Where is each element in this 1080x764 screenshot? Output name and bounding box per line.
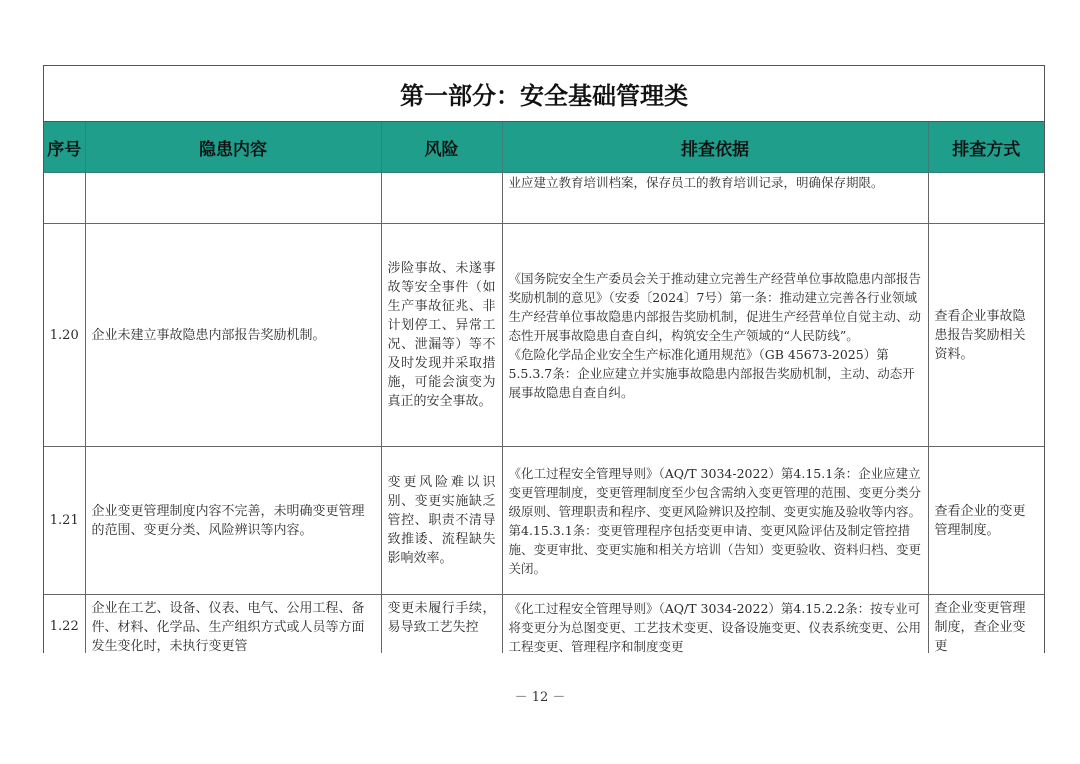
row-method bbox=[928, 173, 1044, 224]
row-basis bbox=[502, 447, 928, 595]
basis-paragraph: 第4.15.3.1条：变更管理程序包括变更申请、变更风险评估及制定管控措施、变更审批、变更实施和相关方培训（告知）变更验收、资料归档、变更关闭。 bbox=[508, 522, 922, 576]
row-method: 查看企业事故隐患报告奖励相关资料。 bbox=[928, 224, 1044, 447]
document-table-sheet bbox=[43, 65, 1045, 653]
table-row bbox=[44, 224, 1044, 447]
basis-paragraph: 业应建立教育培训档案，保存员工的教育培训记录，明确保存期限。 bbox=[508, 175, 884, 190]
page-number: － 12 － bbox=[514, 690, 566, 705]
row-number bbox=[44, 173, 85, 224]
row-content: 企业未建立事故隐患内部报告奖励机制。 bbox=[85, 224, 381, 447]
header-basis: 排查依据 bbox=[502, 122, 928, 173]
basis-paragraph: 《危险化学品企业安全生产标准化通用规范》（GB 45673-2025）第5.5.3.7条：企业应建立并实施事故隐患内部报告奖励机制，主动、动态开展事故隐患自查自纠。 bbox=[508, 346, 915, 400]
row-basis bbox=[502, 595, 928, 654]
row-basis bbox=[502, 173, 928, 224]
row-number: 1.20 bbox=[44, 224, 85, 447]
basis-paragraph: 《化工过程安全管理导则》（AQ/T 3034-2022）第4.15.1条：企业应建立变更管理制度，变更管理制度至少包含需纳入变更管理的范围、变更分类分级原则、管理职责和程序、变更风险辨识及控制、变更实施及验收等内容。 bbox=[508, 465, 922, 519]
row-content: 企业变更管理制度内容不完善，未明确变更管理的范围、变更分类、风险辨识等内容。 bbox=[85, 447, 381, 595]
row-number: 1.21 bbox=[44, 447, 85, 595]
header-method: 排查方式 bbox=[928, 122, 1044, 173]
table-header-row bbox=[44, 122, 1044, 173]
row-content: 企业在工艺、设备、仪表、电气、公用工程、备件、材料、化学品、生产组织方式或人员等方面发生变化时，未执行变更管 bbox=[85, 595, 381, 654]
table-row bbox=[44, 447, 1044, 595]
header-no: 序号 bbox=[44, 122, 85, 173]
row-risk: 变更未履行手续，易导致工艺失控 bbox=[381, 595, 502, 654]
table-row bbox=[44, 595, 1044, 654]
row-content bbox=[85, 173, 381, 224]
row-method: 查企业变更管理制度，查企业变更 bbox=[928, 595, 1044, 654]
section-title: 第一部分：安全基础管理类 bbox=[44, 66, 1044, 122]
table-row bbox=[44, 173, 1044, 224]
basis-paragraph: 《化工过程安全管理导则》（AQ/T 3034-2022）第4.15.2.2条：按专业可将变更分为总图变更、工艺技术变更、设备设施变更、仪表系统变更、公用工程变更、管理程序和制度变更 bbox=[508, 601, 922, 653]
hazard-table bbox=[44, 122, 1044, 653]
row-basis bbox=[502, 224, 928, 447]
header-content: 隐患内容 bbox=[85, 122, 381, 173]
row-method: 查看企业的变更管理制度。 bbox=[928, 447, 1044, 595]
basis-paragraph: 《国务院安全生产委员会关于推动建立完善生产经营单位事故隐患内部报告奖励机制的意见》（安委〔2024〕7号）第一条：推动建立完善各行业领域生产经营单位事故隐患内部报告奖励机制，促进生产经营单位自觉主动、动态性开展事故隐患自查自纠，构筑安全生产领域的“人民防线”。 bbox=[508, 270, 922, 343]
row-risk bbox=[381, 173, 502, 224]
row-number: 1.22 bbox=[44, 595, 85, 654]
row-risk: 变更风险难以识别、变更实施缺乏管控、职责不清导致推诿、流程缺失影响效率。 bbox=[381, 447, 502, 595]
header-risk: 风险 bbox=[381, 122, 502, 173]
row-risk: 涉险事故、未遂事故等安全事件（如生产事故征兆、非计划停工、异常工况、泄漏等）等不及时发现并采取措施，可能会演变为真正的安全事故。 bbox=[381, 224, 502, 447]
